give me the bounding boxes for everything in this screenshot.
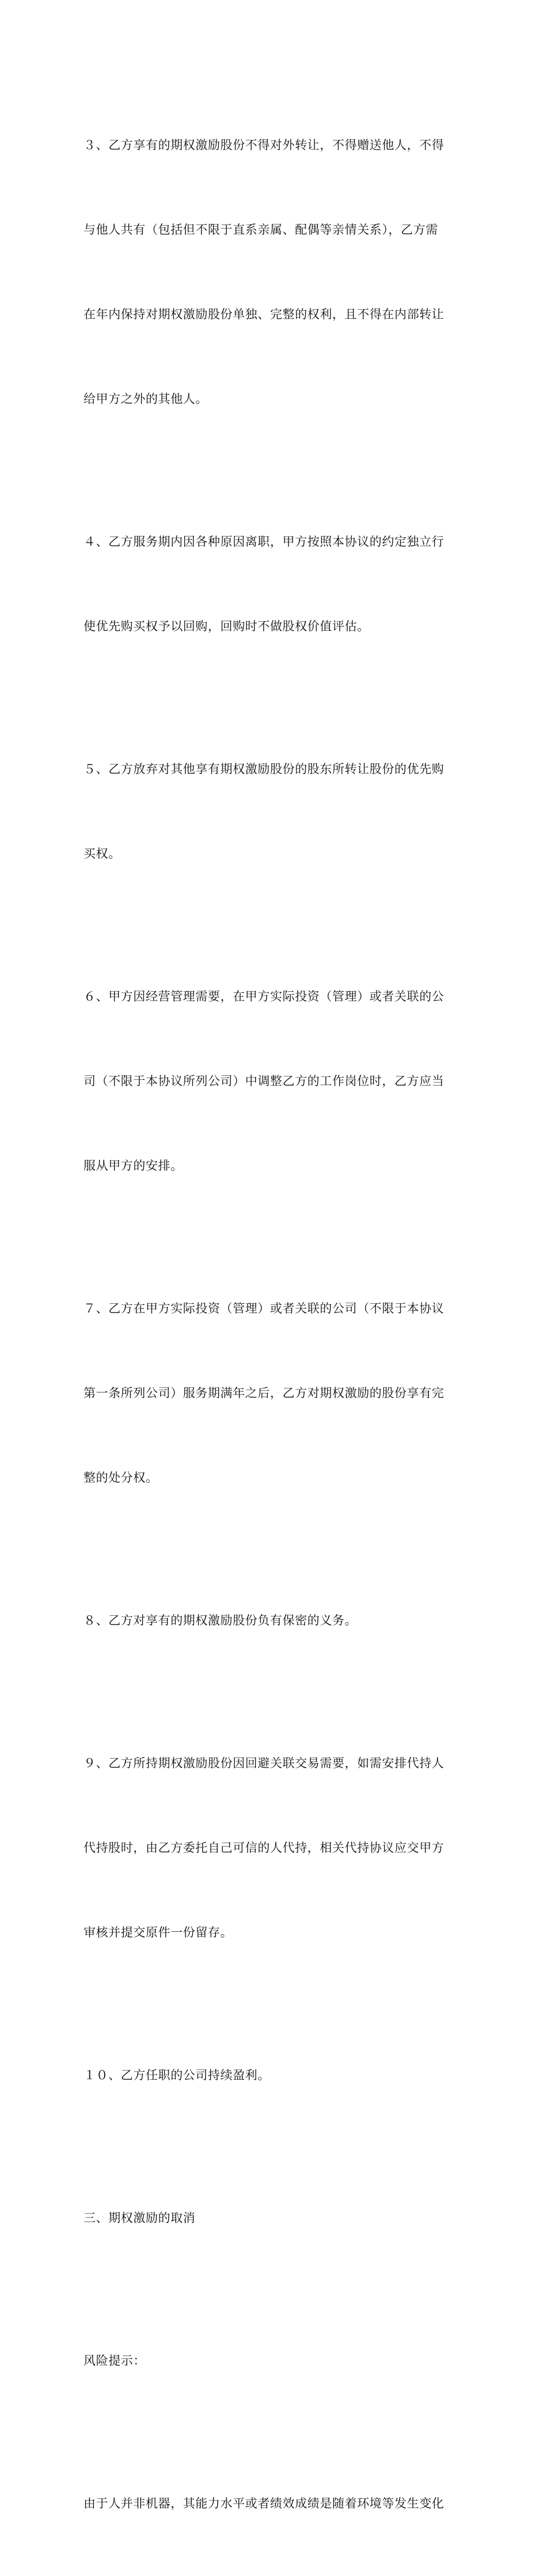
paragraph-clause-6 — [83, 926, 466, 1236]
document-body — [83, 75, 466, 2576]
text-line: ８、乙方对享有的期权激励股份负有保密的义务。 — [83, 1614, 358, 1627]
text-line: 整的处分权。 — [83, 1471, 158, 1485]
paragraph-clause-3 — [83, 75, 466, 470]
text-line: 代持股时，由乙方委托自己可信的人代持，相关代持协议应交甲方 — [83, 1841, 445, 1855]
text-line: ５、乙方放弃对其他享有期权激励股份的股东所转让股份的优先购 — [83, 762, 445, 776]
text-line: 三、期权激励的取消 — [83, 2211, 196, 2225]
text-line: 司（不限于本协议所列公司）中调整乙方的工作岗位时，乙方应当 — [83, 1074, 445, 1088]
text-line: 与他人共有（包括但不限于直系亲属、配偶等亲情关系），乙方需 — [83, 223, 438, 237]
text-line: 使优先购买权予以回购，回购时不做股权价值评估。 — [83, 619, 370, 633]
risk-notice-label — [83, 2290, 466, 2432]
text-line: ７、乙方在甲方实际投资（管理）或者关联的公司（不限于本协议 — [83, 1302, 445, 1315]
text-line: 服从甲方的安排。 — [83, 1159, 183, 1173]
text-line: ６、甲方因经营管理需要，在甲方实际投资（管理）或者关联的公 — [83, 990, 445, 1003]
paragraph-clause-5 — [83, 699, 466, 924]
paragraph-clause-9 — [83, 1693, 466, 2003]
text-line: 由于人并非机器，其能力水平或者绩效成绩是随着环境等发生变化 — [83, 2497, 445, 2510]
text-line: ４、乙方服务期内因各种原因离职，甲方按照本协议的约定独立行 — [83, 535, 445, 549]
text-line: １０、乙方任职的公司持续盈利。 — [83, 2068, 270, 2082]
paragraph-clause-7 — [83, 1238, 466, 1548]
paragraph-clause-10 — [83, 2005, 466, 2146]
text-line: 给甲方之外的其他人。 — [83, 392, 208, 406]
section-heading — [83, 2148, 466, 2289]
text-line: ３、乙方享有的期权激励股份不得对外转让，不得赠送他人，不得 — [83, 138, 445, 152]
text-line: 在年内保持对期权激励股份单独、完整的权利，且不得在内部转让 — [83, 307, 445, 321]
text-line: 第一条所列公司）服务期满年之后，乙方对期权激励的股份享有完 — [83, 1386, 445, 1400]
paragraph-risk-notice — [83, 2433, 466, 2574]
paragraph-clause-4 — [83, 471, 466, 697]
text-line: ９、乙方所持期权激励股份因回避关联交易需要，如需安排代持人 — [83, 1756, 445, 1770]
paragraph-clause-8 — [83, 1550, 466, 1691]
text-line: 风险提示： — [83, 2354, 146, 2368]
text-line: 买权。 — [83, 847, 121, 861]
text-line: 审核并提交原件一份留存。 — [83, 1926, 233, 1939]
